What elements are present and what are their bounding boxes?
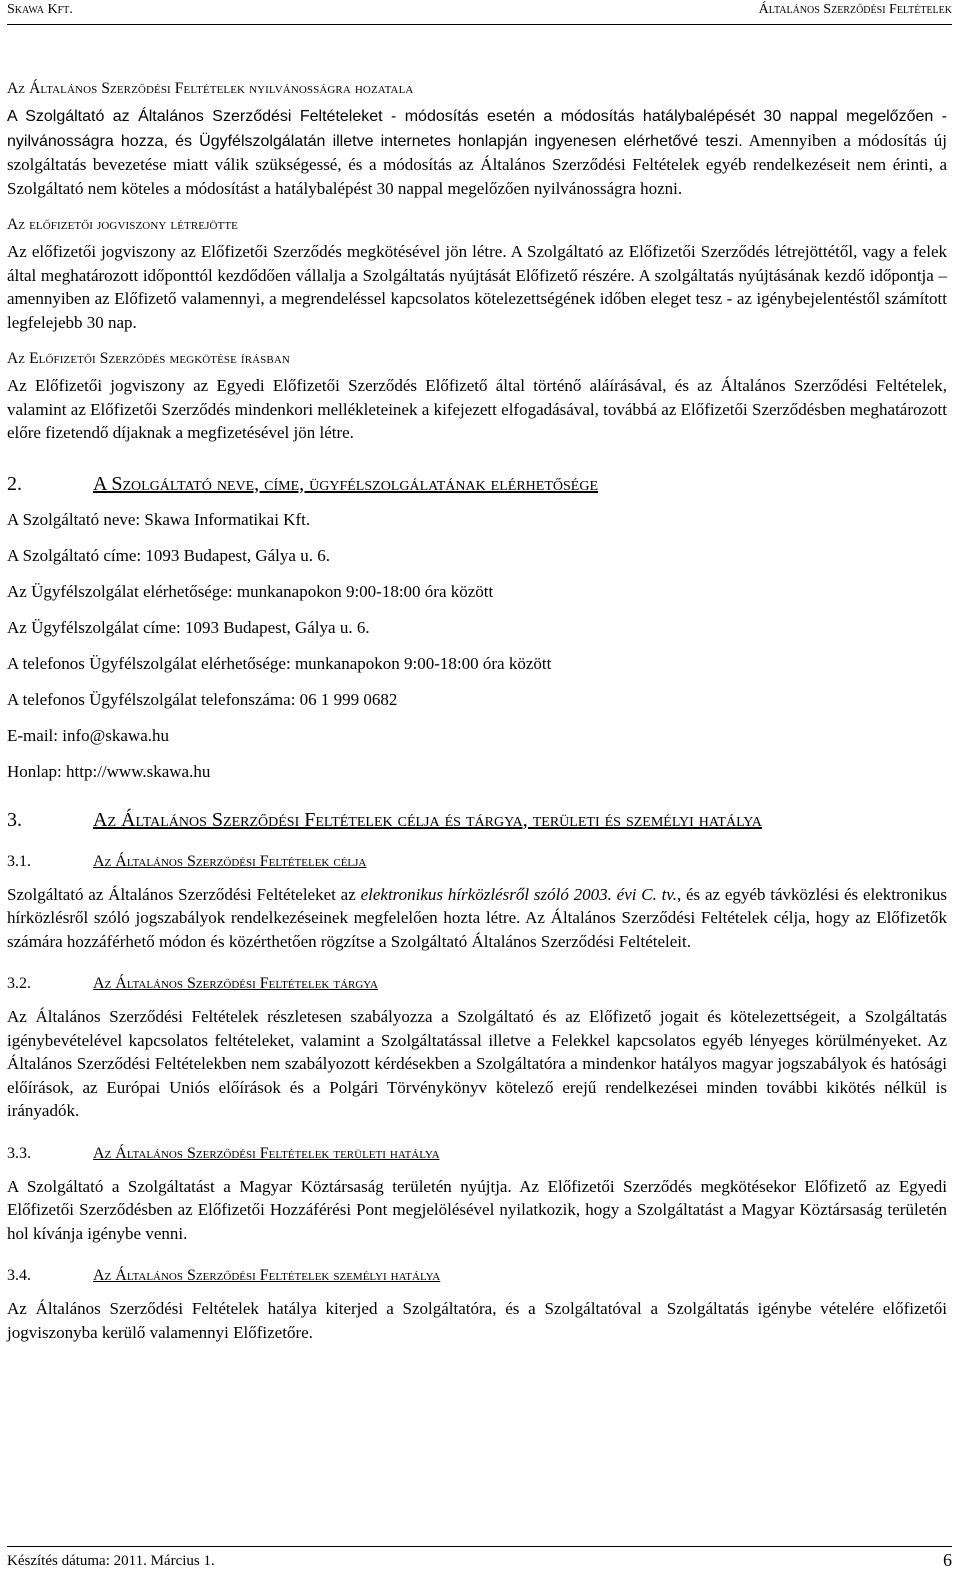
page-content xyxy=(7,80,947,1344)
service-address: Az Ügyfélszolgálat címe: 1093 Budapest, Gálya u. 6. xyxy=(7,617,370,637)
section-2-number: 2. xyxy=(7,472,22,495)
section-3-number: 3. xyxy=(7,808,22,831)
service-hours: Az Ügyfélszolgálat elérhetősége: munkanapokon 9:00-18:00 óra között xyxy=(7,581,494,601)
phone-service-hours: A telefonos Ügyfélszolgálat elérhetősége: munkanapokon 9:00-18:00 óra között xyxy=(7,653,552,673)
subsection-3-1-heading xyxy=(7,853,947,871)
footer-created-date: Készítés dátuma: 2011. Március 1. xyxy=(7,1553,215,1569)
paragraph-3-1-a: Szolgáltató az Általános Szerződési Feltételeket az xyxy=(7,884,361,904)
page-footer xyxy=(7,1546,952,1579)
subsection-3-4-heading xyxy=(7,1267,947,1285)
provider-name: A Szolgáltató neve: Skawa Informatikai Kft. xyxy=(7,509,311,529)
paragraph-3-1 xyxy=(7,883,947,954)
subsection-3-3-heading xyxy=(7,1145,947,1163)
paragraph-3-4: Az Általános Szerződési Feltételek hatálya kiterjed a Szolgáltatóra, és a Szolgáltatóval a Szolgáltatás igénybe vételére előfizetői jogviszonyba kerülő valamennyi Előfizetőre. xyxy=(7,1299,947,1342)
subsection-3-4-number: 3.4. xyxy=(7,1267,31,1284)
subsection-3-3-number: 3.3. xyxy=(7,1144,31,1162)
page-header xyxy=(7,2,952,25)
section-2-title: A Szolgáltató neve, címe, ügyfélszolgálatának elérhetősége xyxy=(93,472,599,495)
paragraph-3-2: Az Általános Szerződési Feltételek részletesen szabályozza a Szolgáltató és az Előfizető jogait és kötelezettségeit, a Szolgáltatás igénybevételével kapcsolatos feltételeket, valamint a Szolgáltatással illetve a Felekkel kapcsolatos egyéb lényeges körülményeket. Az Általános Szerződési Feltételekben nem szabályozott kérdésekben a Szolgáltatóra a mindenkor hatályos magyar jogszabályok és hatósági előírások, az Európai Uniós előírások és a Polgári Törvénykönyv kötelező erejű rendelkezései minden további kikötés nélkül is irányadók. xyxy=(7,1007,947,1120)
paragraph-3-3: A Szolgáltató a Szolgáltatást a Magyar Köztársaság területén nyújtja. Az Előfizetői Szerződés megkötésekor Előfizető az Egyedi Előfizetői Szerződésben az Előfizetői Hozzáférési Pont megjelölésével nyilatkozik, hogy a Szolgáltatást a Magyar Köztársaság területén hol kívánja igénybe venni. xyxy=(7,1176,947,1243)
subsection-3-2-title: Az Általános Szerződési Feltételek tárgya xyxy=(93,975,378,992)
subsection-3-2-number: 3.2. xyxy=(7,975,31,992)
paragraph-3-1-law-reference: elektronikus hírközlésről szóló 2003. évi C. tv. xyxy=(360,884,677,904)
paragraph-3-1-b: , és az egyéb távközlési és elektronikus hírközlésről szóló jogszabályok rendelkezéseinek megfelelően hozta létre. Az Általános Szerződési Feltételek célja, hogy az Előfizetők számára hozzáférhető módon és közérthetően rögzítse a Szolgáltató Általános Szerződési Feltételeit. xyxy=(7,884,947,951)
subsection-3-2-heading xyxy=(7,975,947,993)
provider-info-list xyxy=(7,509,947,797)
phone-number: A telefonos Ügyfélszolgálat telefonszáma: 06 1 999 0682 xyxy=(7,689,398,709)
subsection-3-4-title: Az Általános Szerződési Feltételek személyi hatálya xyxy=(93,1267,441,1284)
website-url: Honlap: http://www.skawa.hu xyxy=(7,761,211,781)
header-company: Skawa Kft. xyxy=(7,2,73,17)
section-3-title: Az Általános Szerződési Feltételek célja és tárgya, területi és személyi hatálya xyxy=(93,808,762,831)
paragraph-publication xyxy=(7,104,947,200)
provider-address: A Szolgáltató címe: 1093 Budapest, Gálya u. 6. xyxy=(7,545,330,565)
section-2-heading xyxy=(7,469,947,499)
heading-written-contract: Az Előfizetői Szerződés megkötése írásban xyxy=(7,350,290,367)
page-number: 6 xyxy=(943,1550,952,1570)
subsection-3-1-number: 3.1. xyxy=(7,852,31,870)
paragraph-subscription-origin: Az előfizetői jogviszony az Előfizetői Szerződés megkötésével jön létre. A Szolgáltató az Előfizetői Szerződés létrejöttétől, vagy a felek által meghatározott időponttól kezdődően vállalja a Szolgáltatás nyújtását Előfizető részére. A szolgáltatás nyújtásának kezdő időpontja – amennyiben az Előfizető valamennyi, a megrendeléssel kapcsolatos kötelezettségének időben eleget tesz - az igénybejelentéstől számított legfelejebb 30 nap. xyxy=(7,242,947,332)
paragraph-publication-part-b: Amennyiben a módosítás új szolgáltatás bevezetése miatt válik szükségessé, és a módosítás az Általános Szerződési Feltételek egyéb rendelkezéseit nem érinti, a Szolgáltató nem köteles a módosítást a hatálybalépést 30 nappal megelőzően nyilvánosságra hozni. xyxy=(7,130,948,198)
subsection-3-1-title: Az Általános Szerződési Feltételek célja xyxy=(93,852,367,870)
paragraph-written-contract: Az Előfizetői jogviszony az Egyedi Előfizetői Szerződés Előfizető által történő aláírásával, és az Általános Szerződési Feltételek, valamint az Előfizetői Szerződés mindenkori mellékleteinek a kifejezett elfogadásával, továbbá az Előfizetői Szerződésben meghatározott előre fizetendő díjaknak a megfizetésével jön létre. xyxy=(7,376,947,442)
header-doc-title: Általános Szerződési Feltételek xyxy=(758,2,952,17)
section-3-heading xyxy=(7,805,947,835)
heading-publication: Az Általános Szerződési Feltételek nyilvánosságra hozatala xyxy=(7,80,414,97)
heading-subscription-origin: Az előfizetői jogviszony létrejötte xyxy=(7,216,239,233)
subsection-3-3-title: Az Általános Szerződési Feltételek területi hatálya xyxy=(93,1144,440,1162)
paragraph-publication-part-a: A Szolgáltató az Általános Szerződési Feltételeket - módosítás esetén a módosítás hatálybalépését 30 nappal megelőzően - nyilvánosságra hozza, és Ügyfélszolgálatán illetve internetes honlapján ingyenesen elérhetővé teszi. xyxy=(7,108,947,150)
email-address: E-mail: info@skawa.hu xyxy=(7,725,170,745)
